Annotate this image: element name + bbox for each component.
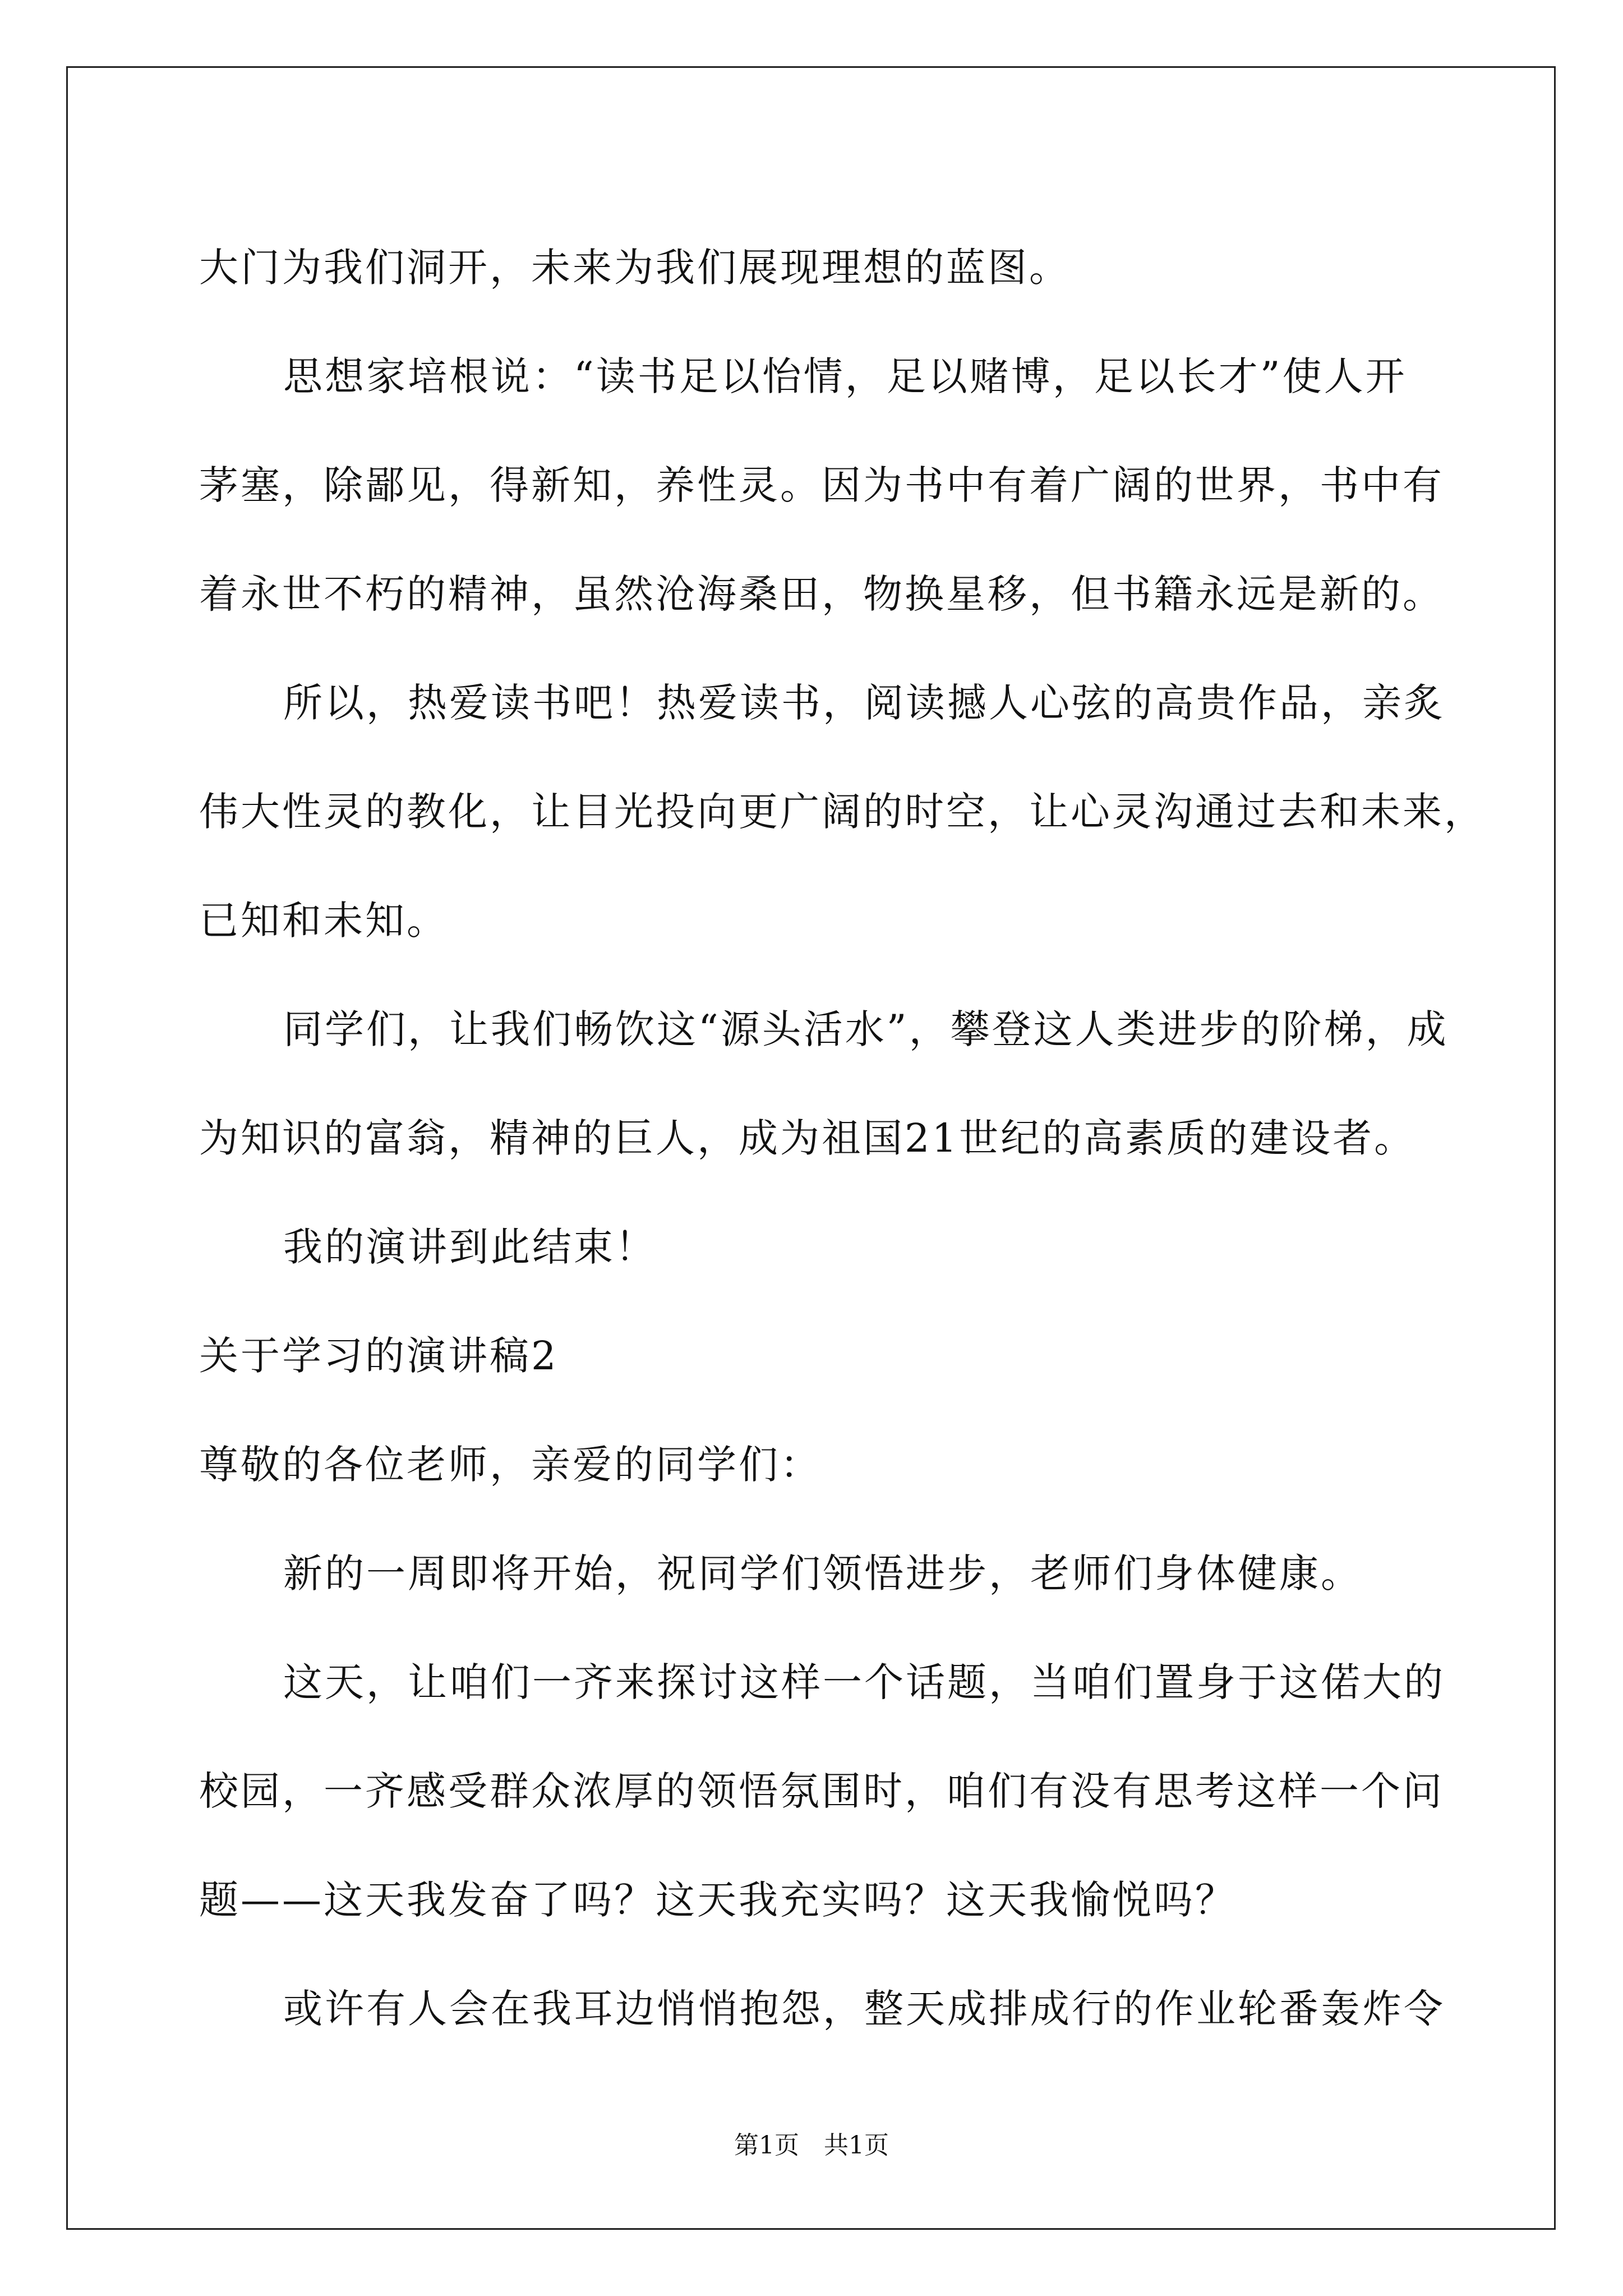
document-body	[199, 213, 1486, 2063]
text-line: 大门为我们洞开，未来为我们展现理想的蓝图。	[199, 245, 1071, 291]
page-number-footer: 第1页 共1页	[734, 2131, 889, 2160]
section-heading: 关于学习的演讲稿2	[199, 1333, 559, 1379]
text-line: 伟大性灵的教化，让目光投向更广阔的时空，让心灵沟通过去和未来，	[199, 789, 1486, 835]
text-line: 校园，一齐感受群众浓厚的领悟氛围时，咱们有没有思考这样一个问	[199, 1768, 1444, 1814]
paragraph-first-line: 同学们，让我们畅饮这“源头活水”，攀登这人类进步的阶梯，成	[283, 1006, 1449, 1052]
text-line: 为知识的富翁，精神的巨人，成为祖国21世纪的高素质的建设者。	[199, 1115, 1416, 1161]
paragraph-first-line: 新的一周即将开始，祝同学们领悟进步，老师们身体健康。	[283, 1550, 1362, 1596]
salutation: 尊敬的各位老师，亲爱的同学们：	[199, 1442, 822, 1488]
paragraph-first-line: 思想家培根说：“读书足以怡情，足以赌博，足以长才”使人开	[283, 353, 1407, 399]
paragraph-first-line: 我的演讲到此结束！	[283, 1224, 657, 1270]
paragraph-first-line: 这天，让咱们一齐来探讨这样一个话题，当咱们置身于这偌大的	[283, 1659, 1445, 1705]
text-line: 题——这天我发奋了吗？这天我充实吗？这天我愉悦吗？	[199, 1877, 1237, 1923]
paragraph-first-line: 所以，热爱读书吧！热爱读书，阅读撼人心弦的高贵作品，亲炙	[283, 680, 1445, 726]
paragraph-first-line: 或许有人会在我耳边悄悄抱怨，整天成排成行的作业轮番轰炸令	[283, 1986, 1445, 2032]
text-line: 已知和未知。	[199, 898, 448, 944]
text-line: 茅塞，除鄙见，得新知，养性灵。因为书中有着广阔的世界，书中有	[199, 462, 1444, 508]
text-line: 着永世不朽的精神，虽然沧海桑田，物换星移，但书籍永远是新的。	[199, 571, 1444, 617]
